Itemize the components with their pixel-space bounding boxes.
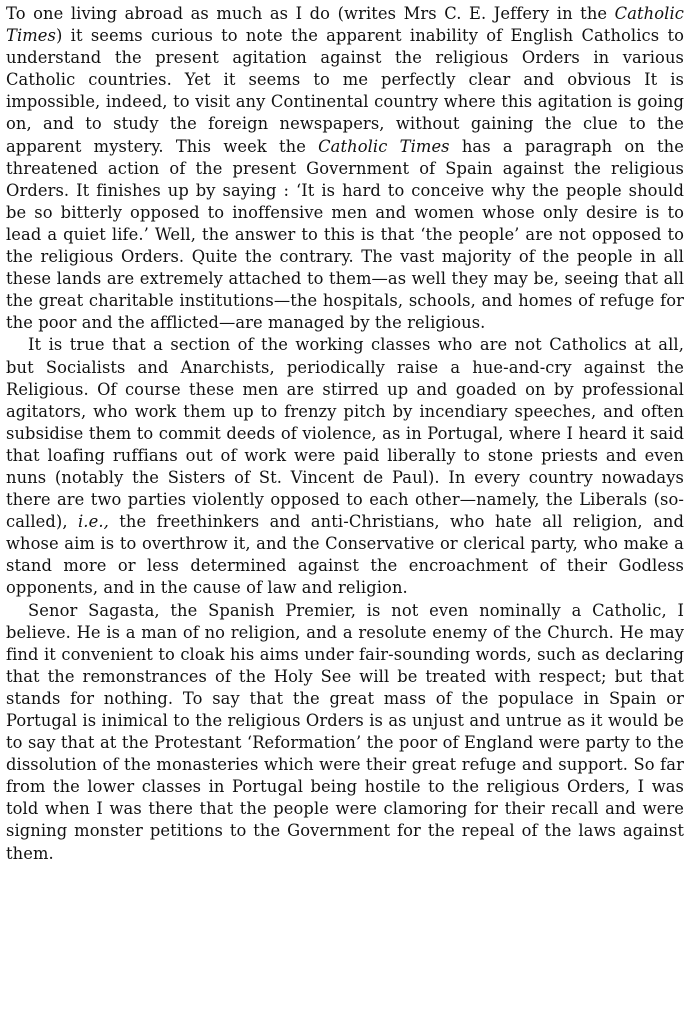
- paragraph-1: [6, 3, 684, 334]
- publication-name: Catholic Times: [6, 4, 684, 46]
- paragraph-1-text-b: ) it seems curious to note the apparent inability of English Catholics to understand the present agitation against the religious Orders in various Catholic countries. Yet it seems to me perfectly clear and obvious It is impossible, indeed, to visit any Continental country where this agitation is going on, and to study the foreign newspapers, without gaining the clue to the apparent mystery. This week the: [6, 26, 684, 156]
- paragraph-3: [6, 600, 684, 865]
- paragraph-2: [6, 334, 684, 599]
- paragraph-3-text: Senor Sagasta, the Spanish Premier, is not even nominally a Catholic, I believe. He is a man of no religion, and a resolute enemy of the Church. He may find it convenient to cloak his aims under fair-sounding words, such as declaring that the remonstrances of the Holy See will be treated with respect; but that stands for nothing. To say that the great mass of the populace in Spain or Portugal is inimical to the religious Orders is as unjust and untrue as it would be to say that at the Protestant ‘Reformation’ the poor of England were party to the dissolution of the monasteries which were their great refuge and support. So far from the lower classes in Portugal being hostile to the religious Orders, I was told when I was there that the people were clamoring for their recall and were signing monster petitions to the Government for the repeal of the laws against them.: [6, 600, 684, 863]
- publication-name: Catholic Times: [318, 136, 450, 156]
- paragraph-2-text-b: the freethinkers and anti-Christians, who hate all religion, and whose aim is to overthrow it, and the Conservative or clerical party, who make a stand more or less determined against the encroachment of their Godless opponents, and in the cause of law and religion.: [6, 512, 684, 598]
- abbreviation-ie: i.e.,: [78, 512, 109, 532]
- paragraph-1-text-c: has a paragraph on the threatened action of the present Government of Spain against the religious Orders. It finishes up by saying : ‘It is hard to conceive why the people should be so bitterly opposed to inoffensive men and women whose only desire is to lead a quiet life.’ Well, the answer to this is that ‘the people’ are not opposed to the religious Orders. Quite the contrary. The vast majority of the people in all these lands are extremely attached to them—as well they may be, seeing that all the great charitable institutions—the hospitals, schools, and homes of refuge for the poor and the afflicted—are managed by the religious.: [6, 136, 684, 333]
- paragraph-2-text-a: It is true that a section of the working classes who are not Catholics at all, but Socialists and Anarchists, periodically raise a hue-and-cry against the Religious. Of course these men are stirred up and goaded on by professional agitators, who work them up to frenzy pitch by incendiary speeches, and often subsidise them to commit deeds of violence, as in Portugal, where I heard it said that loafing ruffians out of work were paid liberally to stone priests and even nuns (notably the Sisters of St. Vincent de Paul). In every country nowadays there are two parties violently opposed to each other—namely, the Liberals (so-called),: [6, 335, 684, 532]
- paragraph-1-text-a: To one living abroad as much as I do (writes Mrs C. E. Jeffery in the: [6, 4, 615, 23]
